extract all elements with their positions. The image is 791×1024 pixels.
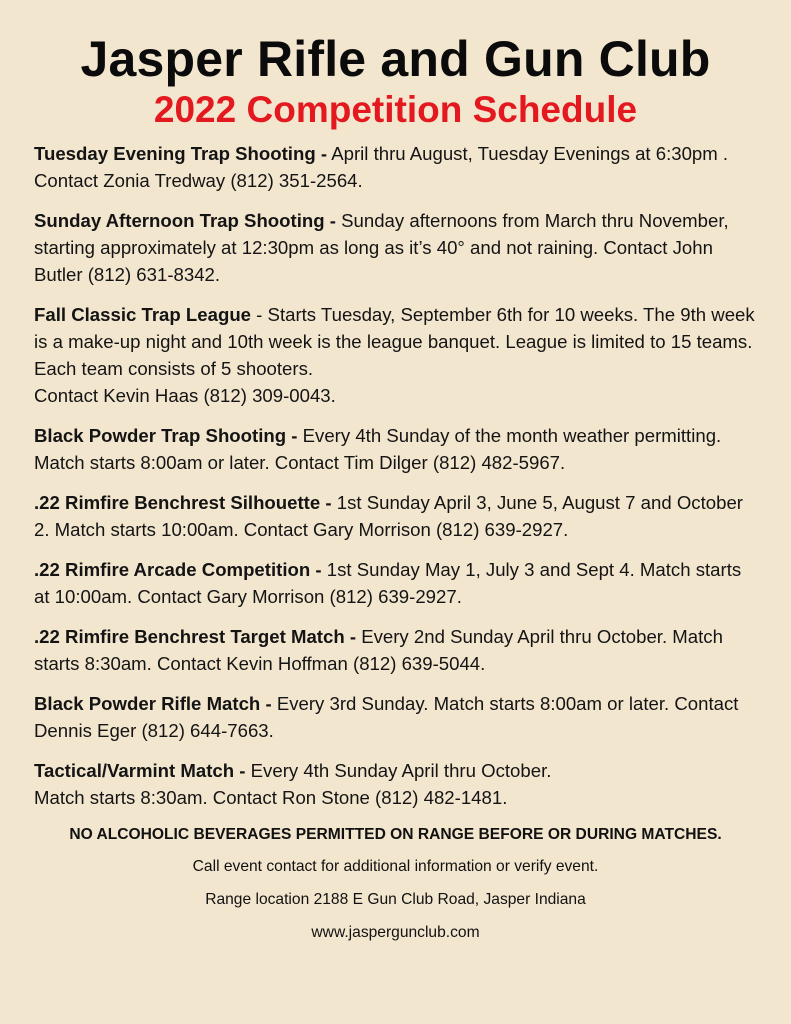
call-note: Call event contact for additional information or verify event. bbox=[192, 858, 599, 875]
event-item bbox=[34, 140, 757, 194]
website-link[interactable]: www.jaspergunclub.com bbox=[311, 924, 480, 941]
event-name: Tuesday Evening Trap Shooting - bbox=[34, 143, 328, 164]
event-details: - Starts Tuesday, September 6th for 10 weeks. The 9th week is a make-up night and 10th week is the league banquet. League is limited to 15 teams. Each team consists of 5 shooters. bbox=[34, 304, 755, 379]
alcohol-warning: NO ALCOHOLIC BEVERAGES PERMITTED ON RANGE BEFORE OR DURING MATCHES. bbox=[69, 826, 722, 843]
event-item bbox=[34, 301, 757, 409]
event-details: 1st Sunday May 1, July 3 and Sept 4. Match starts at 10:00am. Contact Gary Morrison (812) 639-2927. bbox=[34, 559, 742, 607]
event-name: Sunday Afternoon Trap Shooting - bbox=[34, 210, 336, 231]
event-list bbox=[34, 140, 757, 811]
page-title: Jasper Rifle and Gun Club bbox=[80, 31, 711, 87]
schedule-subtitle: 2022 Competition Schedule bbox=[153, 89, 638, 130]
event-contact: Match starts 8:30am. Contact Ron Stone (812) 482-1481. bbox=[34, 787, 508, 808]
event-details: Every 2nd Sunday April thru October. Match starts 8:30am. Contact Kevin Hoffman (812) 639-5044. bbox=[34, 626, 723, 674]
event-details: Sunday afternoons from March thru November, starting approximately at 12:30pm as long as it’s 40° and not raining. Contact John Butler (812) 631-8342. bbox=[34, 210, 729, 285]
event-item bbox=[34, 690, 757, 744]
event-name: Black Powder Rifle Match - bbox=[34, 693, 272, 714]
event-item bbox=[34, 489, 757, 543]
event-name: .22 Rimfire Arcade Competition - bbox=[34, 559, 322, 580]
event-item bbox=[34, 623, 757, 677]
event-name: Tactical/Varmint Match - bbox=[34, 760, 246, 781]
event-name: .22 Rimfire Benchrest Silhouette - bbox=[34, 492, 332, 513]
event-details: April thru August, Tuesday Evenings at 6:30pm . Contact Zonia Tredway (812) 351-2564. bbox=[34, 143, 729, 191]
event-item bbox=[34, 422, 757, 476]
event-name: Fall Classic Trap League bbox=[34, 304, 252, 325]
event-details: Every 3rd Sunday. Match starts 8:00am or later. Contact Dennis Eger (812) 644-7663. bbox=[34, 693, 739, 741]
event-name: .22 Rimfire Benchrest Target Match - bbox=[34, 626, 357, 647]
event-details: Every 4th Sunday April thru October. bbox=[245, 760, 552, 781]
range-location: Range location 2188 E Gun Club Road, Jasper Indiana bbox=[205, 891, 586, 908]
event-item bbox=[34, 757, 757, 811]
event-contact: Contact Kevin Haas (812) 309-0043. bbox=[34, 385, 336, 406]
event-item bbox=[34, 556, 757, 610]
event-name: Black Powder Trap Shooting - bbox=[34, 425, 298, 446]
event-details: Every 4th Sunday of the month weather permitting. Match starts 8:00am or later. Contact Tim Dilger (812) 482-5967. bbox=[34, 425, 722, 473]
event-details: 1st Sunday April 3, June 5, August 7 and October 2. Match starts 10:00am. Contact Gary Morrison (812) 639-2927. bbox=[34, 492, 743, 540]
event-item bbox=[34, 207, 757, 288]
